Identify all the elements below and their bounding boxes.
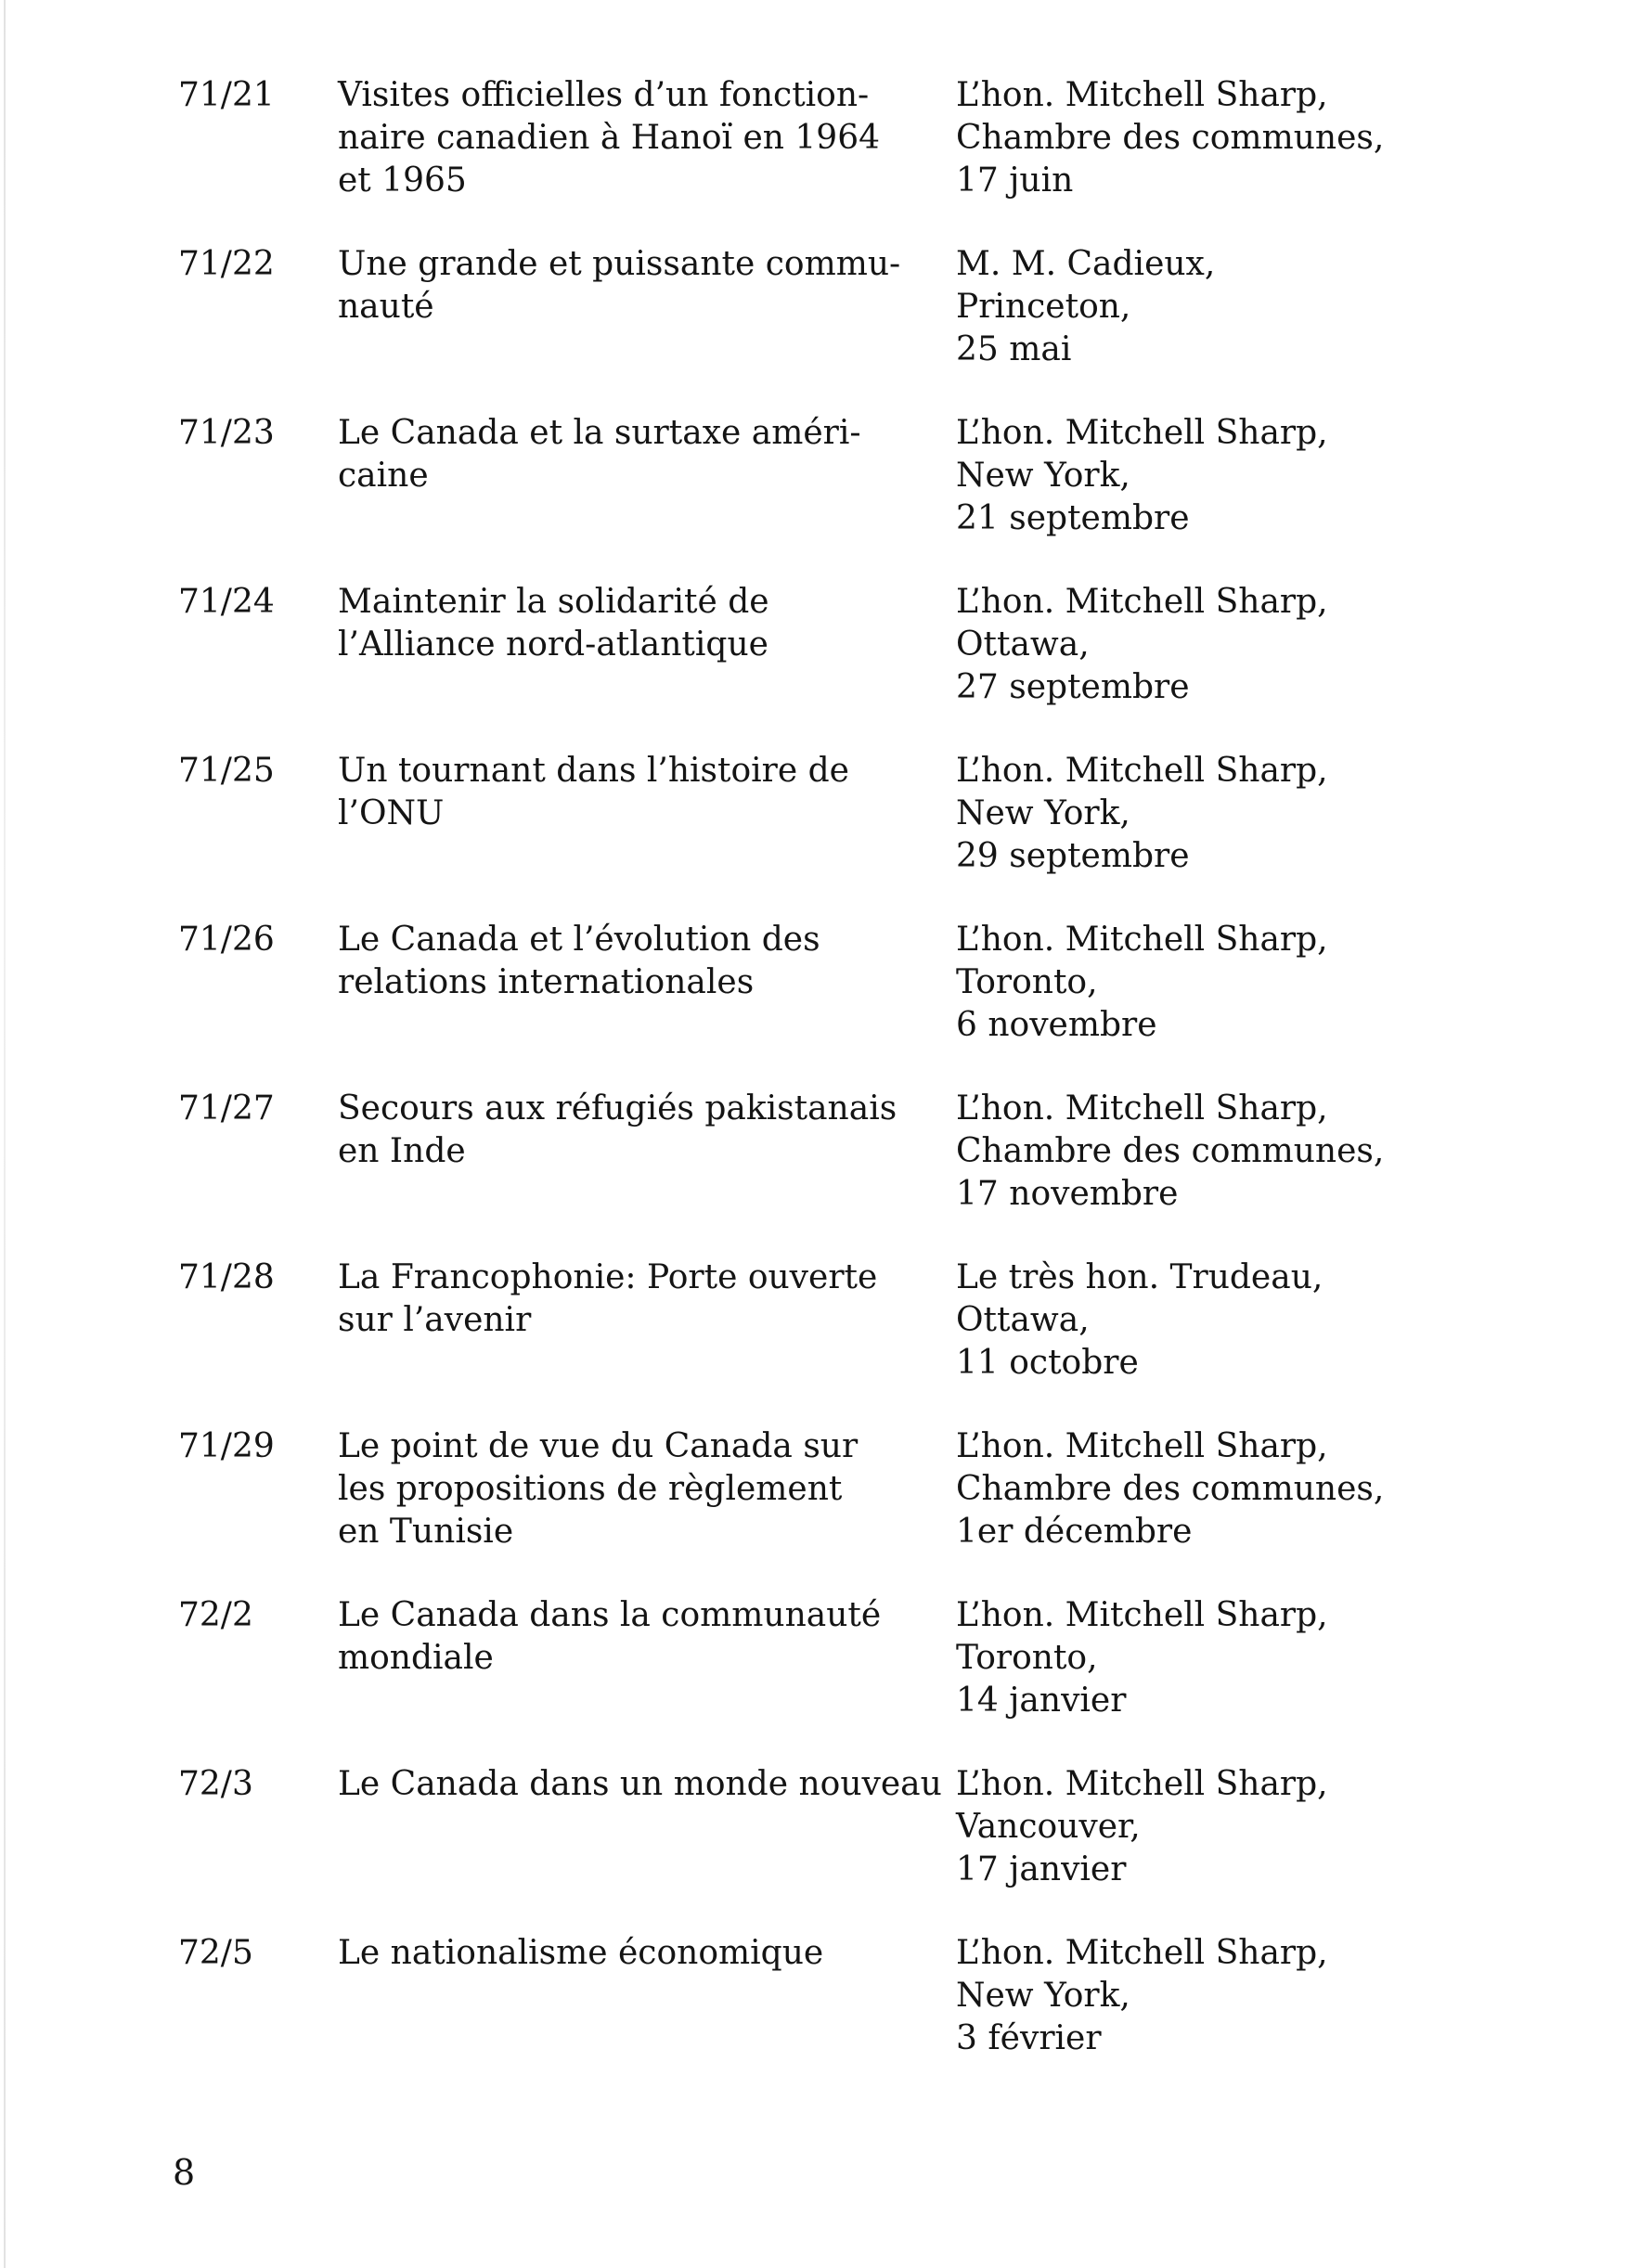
entry-speaker-line: New York, [956, 1977, 1130, 2015]
entry-number: 71/22 [178, 245, 275, 283]
list-entry [0, 243, 1627, 401]
entry-title [338, 1425, 950, 1553]
entry-title [338, 1088, 950, 1173]
entry-speaker-line: Chambre des communes, [956, 119, 1385, 157]
list-entry [0, 919, 1627, 1076]
list-entry [0, 1256, 1627, 1414]
entry-speaker-line: L’hon. Mitchell Sharp, [956, 414, 1328, 452]
entry-speaker [956, 1088, 1606, 1216]
entry-speaker-line: 17 juin [956, 161, 1074, 200]
entry-title-line: l’Alliance nord-atlantique [338, 625, 768, 664]
entry-speaker-line: M. M. Cadieux, [956, 245, 1216, 283]
list-entry [0, 1425, 1627, 1583]
entry-title [338, 1256, 950, 1342]
entry-number: 71/28 [178, 1258, 275, 1296]
entry-speaker-line: 11 octobre [956, 1344, 1139, 1382]
entry-speaker-line: Chambre des communes, [956, 1470, 1385, 1508]
entry-speaker-line: L’hon. Mitchell Sharp, [956, 76, 1328, 114]
entry-speaker-line: L’hon. Mitchell Sharp, [956, 583, 1328, 621]
entry-speaker-line: Chambre des communes, [956, 1132, 1385, 1170]
entry-title [338, 1763, 950, 1806]
entry-speaker [956, 1763, 1606, 1891]
entry-title-line: Le point de vue du Canada sur [338, 1427, 859, 1465]
entry-number: 71/24 [178, 583, 275, 621]
entry-speaker-line: Le très hon. Trudeau, [956, 1258, 1324, 1296]
entry-speaker-line: 17 janvier [956, 1850, 1127, 1888]
entry-title-line: relations internationales [338, 963, 755, 1001]
list-entry [0, 1763, 1627, 1921]
entry-speaker-line: 3 février [956, 2019, 1102, 2057]
entry-speaker-line: 14 janvier [956, 1682, 1127, 1720]
entry-speaker [956, 74, 1606, 202]
entry-speaker-line: 17 novembre [956, 1175, 1179, 1213]
entry-speaker-line: Vancouver, [956, 1808, 1141, 1846]
entry-speaker [956, 1425, 1606, 1553]
entry-number: 71/26 [178, 921, 275, 959]
entry-title [338, 243, 950, 329]
entry-title-line: Le Canada et la surtaxe améri- [338, 414, 861, 452]
entry-title-line: les propositions de règlement [338, 1470, 843, 1508]
entry-speaker [956, 1932, 1606, 2060]
entry-speaker-line: L’hon. Mitchell Sharp, [956, 921, 1328, 959]
list-entry [0, 1594, 1627, 1752]
entry-number: 71/27 [178, 1089, 275, 1128]
entry-speaker [956, 750, 1606, 878]
entry-title-line: Secours aux réfugiés pakistanais [338, 1089, 897, 1128]
entry-title-line: et 1965 [338, 161, 467, 200]
entry-title-line: La Francophonie: Porte ouverte [338, 1258, 878, 1296]
entry-speaker-line: Ottawa, [956, 625, 1090, 664]
entry-title-line: l’ONU [338, 794, 445, 832]
entry-speaker [956, 1594, 1606, 1722]
entry-number: 72/3 [178, 1765, 253, 1803]
entry-speaker [956, 919, 1606, 1047]
list-entry [0, 750, 1627, 908]
entry-title-line: en Tunisie [338, 1513, 514, 1551]
entry-speaker-line: L’hon. Mitchell Sharp, [956, 1089, 1328, 1128]
entry-speaker-line: 29 septembre [956, 837, 1190, 875]
entry-title [338, 1594, 950, 1680]
entry-title-line: Le Canada et l’évolution des [338, 921, 820, 959]
entry-title-line: Le Canada dans la communauté [338, 1596, 882, 1634]
entry-speaker-line: L’hon. Mitchell Sharp, [956, 1596, 1328, 1634]
entry-speaker-line: New York, [956, 794, 1130, 832]
entry-number: 71/23 [178, 414, 275, 452]
entry-speaker-line: New York, [956, 457, 1130, 495]
entry-title-line: naire canadien à Hanoï en 1964 [338, 119, 881, 157]
list-entry [0, 581, 1627, 739]
entry-title [338, 581, 950, 666]
entry-speaker [956, 243, 1606, 371]
entry-speaker-line: Ottawa, [956, 1301, 1090, 1339]
entry-title [338, 74, 950, 202]
entry-title-line: Un tournant dans l’histoire de [338, 752, 849, 790]
entry-title-line: en Inde [338, 1132, 466, 1170]
entry-title-line: caine [338, 457, 429, 495]
entry-number: 71/25 [178, 752, 275, 790]
entry-speaker-line: 21 septembre [956, 499, 1190, 537]
entry-number: 71/21 [178, 76, 275, 114]
list-entry [0, 412, 1627, 570]
entry-title-line: sur l’avenir [338, 1301, 532, 1339]
entry-speaker-line: L’hon. Mitchell Sharp, [956, 1765, 1328, 1803]
entry-speaker-line: 27 septembre [956, 668, 1190, 706]
list-entry [0, 1088, 1627, 1245]
entry-number: 71/29 [178, 1427, 275, 1465]
entry-number: 72/2 [178, 1596, 253, 1634]
entry-title-line: Une grande et puissante commu- [338, 245, 901, 283]
entry-title [338, 750, 950, 835]
entry-title-line: Le Canada dans un monde nouveau [338, 1765, 942, 1803]
entry-title-line: Visites officielles d’un fonction- [338, 76, 870, 114]
entry-speaker-line: 25 mai [956, 330, 1072, 368]
entry-speaker-line: L’hon. Mitchell Sharp, [956, 1427, 1328, 1465]
list-entry [0, 1932, 1627, 2090]
entry-title [338, 412, 950, 497]
entry-speaker-line: L’hon. Mitchell Sharp, [956, 1934, 1328, 1972]
entry-speaker-line: Toronto, [956, 963, 1098, 1001]
entry-speaker-line: 1er décembre [956, 1513, 1193, 1551]
entry-title-line: nauté [338, 288, 434, 326]
entry-title [338, 1932, 950, 1975]
entry-speaker-line: Princeton, [956, 288, 1131, 326]
entry-speaker-line: L’hon. Mitchell Sharp, [956, 752, 1328, 790]
entry-speaker [956, 412, 1606, 540]
entry-number: 72/5 [178, 1934, 253, 1972]
entry-speaker [956, 1256, 1606, 1385]
entry-title-line: Le nationalisme économique [338, 1934, 824, 1972]
entry-title-line: mondiale [338, 1639, 494, 1677]
entry-title [338, 919, 950, 1004]
list-entry [0, 74, 1627, 232]
page-number: 8 [173, 2152, 196, 2193]
entry-speaker-line: Toronto, [956, 1639, 1098, 1677]
entry-speaker [956, 581, 1606, 709]
entry-speaker-line: 6 novembre [956, 1006, 1157, 1044]
entry-title-line: Maintenir la solidarité de [338, 583, 769, 621]
